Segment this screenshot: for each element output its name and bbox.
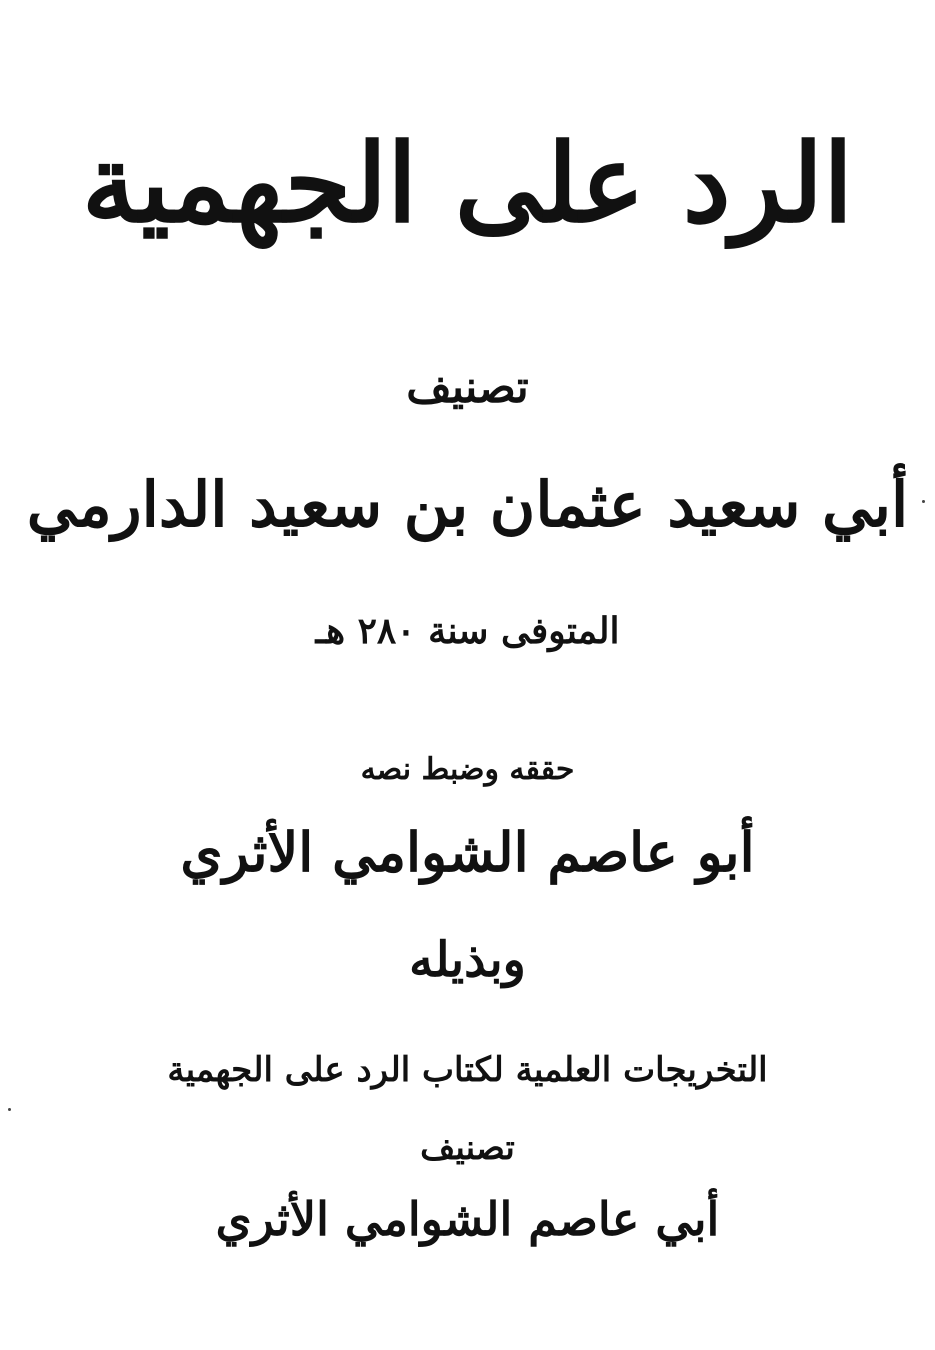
appendix-author-name: أبي عاصم الشوامي الأثري (215, 1192, 720, 1246)
appendix-composed-by-label: تصنيف (420, 1128, 515, 1168)
death-date-note: المتوفى سنة ٢٨٠ هـ (315, 610, 620, 652)
composed-by-label: تصنيف (406, 362, 529, 413)
author-name: أبي سعيد عثمان بن سعيد الدارمي (26, 468, 909, 541)
verified-by-label: حققه وضبط نصه (360, 752, 575, 787)
scan-speck (8, 1108, 11, 1111)
verifier-name: أبو عاصم الشوامي الأثري (180, 820, 755, 884)
book-title: الرد على الجهمية (81, 121, 854, 247)
scan-speck (922, 500, 925, 503)
appendix-title: التخريجات العلمية لكتاب الرد على الجهمية (167, 1050, 768, 1090)
appendix-label: وبذيله (409, 932, 526, 988)
